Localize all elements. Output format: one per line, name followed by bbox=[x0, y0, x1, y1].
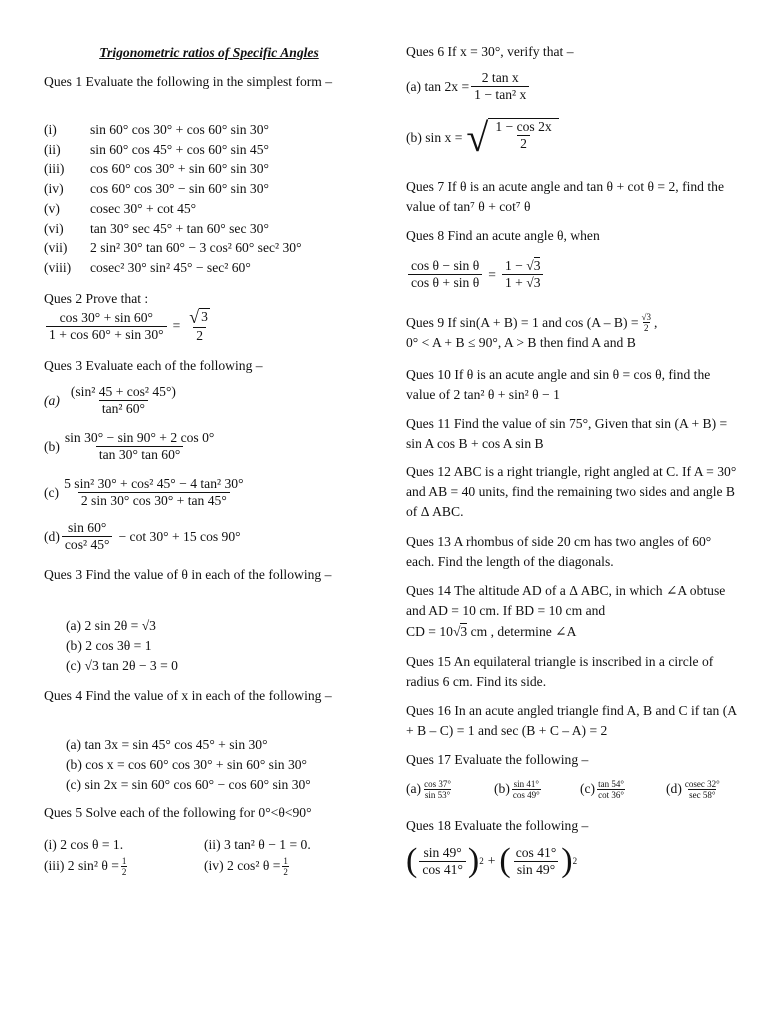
q15: Ques 15 An equilateral triangle is inscribed in a circle of radius 6 cm. Find its side. bbox=[406, 654, 714, 689]
q5-heading: Ques 5 Solve each of the following for 0°<θ<90° bbox=[44, 805, 312, 820]
q11: Ques 11 Find the value of sin 75°, Given that sin (A + B) = sin A cos B + cos A sin B bbox=[406, 416, 728, 451]
q10: Ques 10 If θ is an acute angle and sin θ = cos θ, find the value of 2 tan² θ + sin² θ − 1 bbox=[406, 367, 711, 402]
q17-heading: Ques 17 Evaluate the following – bbox=[406, 752, 589, 767]
q8-equation: $\frac{\text{cos θ − sin θ}}{\text{cos θ + sin θ}}$ = $\frac{1 - √3}{1 + √3}$ bbox=[406, 258, 742, 291]
q7: Ques 7 If θ is an acute angle and tan θ + cot θ = 2, find the value of tan⁷ θ + cot⁷ θ bbox=[406, 179, 724, 214]
list-item: (ii) sin 60° cos 45° + cos 60° sin 45° bbox=[44, 141, 269, 157]
q2-heading: Ques 2 Prove that : bbox=[44, 291, 149, 306]
paren-open-icon: ( bbox=[499, 842, 511, 879]
q6-item-a: (a) tan 2x = $\frac{\text{2 tan x}}{\text{1 − tan² x}}$ bbox=[406, 70, 742, 103]
q13: Ques 13 A rhombus of side 20 cm has two angles of 60° each. Find the length of the diagonals. bbox=[406, 534, 712, 569]
list-item: (iii) cos 60° cos 30° + sin 60° sin 30° bbox=[44, 161, 269, 177]
paren-close-icon: ) bbox=[467, 842, 480, 879]
list-item: (v) cosec 30° + cot 45° bbox=[44, 200, 197, 216]
page-title: Trigonometric ratios of Specific Angles bbox=[99, 45, 319, 60]
list-item: (c) sin 2x = sin 60° cos 60° − cos 60° sin 30° bbox=[66, 777, 311, 792]
list-item: (c) √3 tan 2θ − 3 = 0 bbox=[66, 658, 178, 673]
q4-heading: Ques 4 Find the value of x in each of the following – bbox=[44, 688, 332, 703]
q2-rhs-fraction: √ 3 2 bbox=[189, 307, 208, 343]
q3-item-d: (d) $\frac{\sin 60^\circ}{\text{cos² 45°}}$ − cot 30° + 15 cos 90° bbox=[44, 520, 241, 552]
q1-heading: Ques 1 Evaluate the following in the simplest form – bbox=[44, 74, 333, 89]
q3-item-b: (b) $\frac{\sin 30^\circ - \sin 90^\circ + 2 \cos 0^\circ}{\tan 30^\circ \tan 60^\circ}$ bbox=[44, 430, 215, 462]
list-item: (vi) tan 30° sec 45° + tan 60° sec 30° bbox=[44, 220, 269, 236]
list-item: (viii) cosec² 30° sin² 45° − sec² 60° bbox=[44, 259, 251, 275]
q18-expression: ( $\frac{\sin 49^\circ}{\cos 41^\circ}$ ) 2 + ( $\frac{\cos 41^\circ}{\sin 49^\circ}$ ) 2 bbox=[406, 842, 578, 879]
q6-heading: Ques 6 If x = 30°, verify that – bbox=[406, 44, 574, 59]
sqrt-icon: √ bbox=[466, 115, 489, 160]
q3b-list bbox=[44, 616, 374, 676]
list-item: (a) 2 sin 2θ = √3 bbox=[66, 618, 156, 633]
list-item: (b) cos x = cos 60° cos 30° + sin 60° sin 30° bbox=[66, 757, 307, 772]
q16: Ques 16 In an acute angled triangle find A, B and C if tan (A + B – C) = 1 and sec (B + C – A) = 2 bbox=[406, 703, 737, 738]
q1-list bbox=[44, 120, 374, 278]
paren-open-icon: ( bbox=[406, 842, 418, 879]
q3b-heading: Ques 3 Find the value of θ in each of the following – bbox=[44, 567, 332, 582]
q14: Ques 14 The altitude AD of a Δ ABC, in which ∠A obtuse and AD = 10 cm. If BD = 10 cm and CD = 10√3 cm , determine ∠A bbox=[406, 583, 726, 639]
q5-items: (i) 2 cos θ = 1. (ii) 3 tan² θ − 1 = 0. (iii) 2 sin² θ = $\frac{1}{2}$ (iv) 2 cos² θ = $\frac{1}{2}$ bbox=[44, 837, 311, 878]
paren-close-icon: ) bbox=[561, 842, 573, 879]
q8-heading: Ques 8 Find an acute angle θ, when bbox=[406, 228, 600, 243]
list-item: (b) 2 cos 3θ = 1 bbox=[66, 638, 152, 653]
list-item: (i) sin 60° cos 30° + cos 60° sin 30° bbox=[44, 122, 269, 137]
q9: Ques 9 If sin(A + B) = 1 and cos (A – B) = $\frac{√3}{2}$ , 0° < A + B ≤ 90°, A > B then find A and B bbox=[406, 312, 658, 350]
q12: Ques 12 ABC is a right triangle, right angled at C. If A = 30° and AB = 40 units, find the remaining two sides and angle B of Δ ABC. bbox=[406, 464, 737, 519]
q2-lhs-fraction: $\frac{\cos 30^\circ + \sin 60^\circ}{1 + \cos 60^\circ + \sin 30^\circ}$ bbox=[46, 310, 167, 343]
list-item: (vii) 2 sin² 30° tan 60° − 3 cos² 60° sec² 30° bbox=[44, 240, 302, 256]
q4-list bbox=[44, 735, 374, 795]
q2-equation: $\frac{\cos 30^\circ + \sin 60^\circ}{1 + \cos 60^\circ + \sin 30^\circ}$ = √ 3 2 bbox=[44, 308, 374, 344]
q3-item-c: (c) $\frac{\text{5 sin² 30° + cos² 45° − 4 tan² 30°}}{2 \sin 30^\circ \cos 30^\circ + \tan 45^\circ}$ bbox=[44, 476, 244, 508]
list-item: (a) tan 3x = sin 45° cos 45° + sin 30° bbox=[66, 737, 268, 752]
q3-item-a: (a) $\frac{\text{(sin² 45 + cos² 45°)}}{\text{tan² 60°}}$ bbox=[44, 384, 176, 416]
sqrt-icon: √ bbox=[189, 307, 200, 327]
q17-items: (a) $\frac{\cos 37^\circ}{\sin 53^\circ}$ (b) $\frac{\sin 41^\circ}{\cos 49^\circ}$ (c) $\frac{\tan 54^\circ}{\cot 36^\circ}$ (d) $\frac{cosec 32^\circ}{\sec 58^\circ}$ bbox=[406, 779, 720, 801]
q3-heading: Ques 3 Evaluate each of the following – bbox=[44, 358, 263, 373]
q6-item-b: (b) sin x = √ $\frac{1 - \cos 2x}{2}$ bbox=[406, 118, 742, 158]
list-item: (iv) cos 60° cos 30° − sin 60° sin 30° bbox=[44, 181, 269, 197]
q18-heading: Ques 18 Evaluate the following – bbox=[406, 818, 589, 833]
